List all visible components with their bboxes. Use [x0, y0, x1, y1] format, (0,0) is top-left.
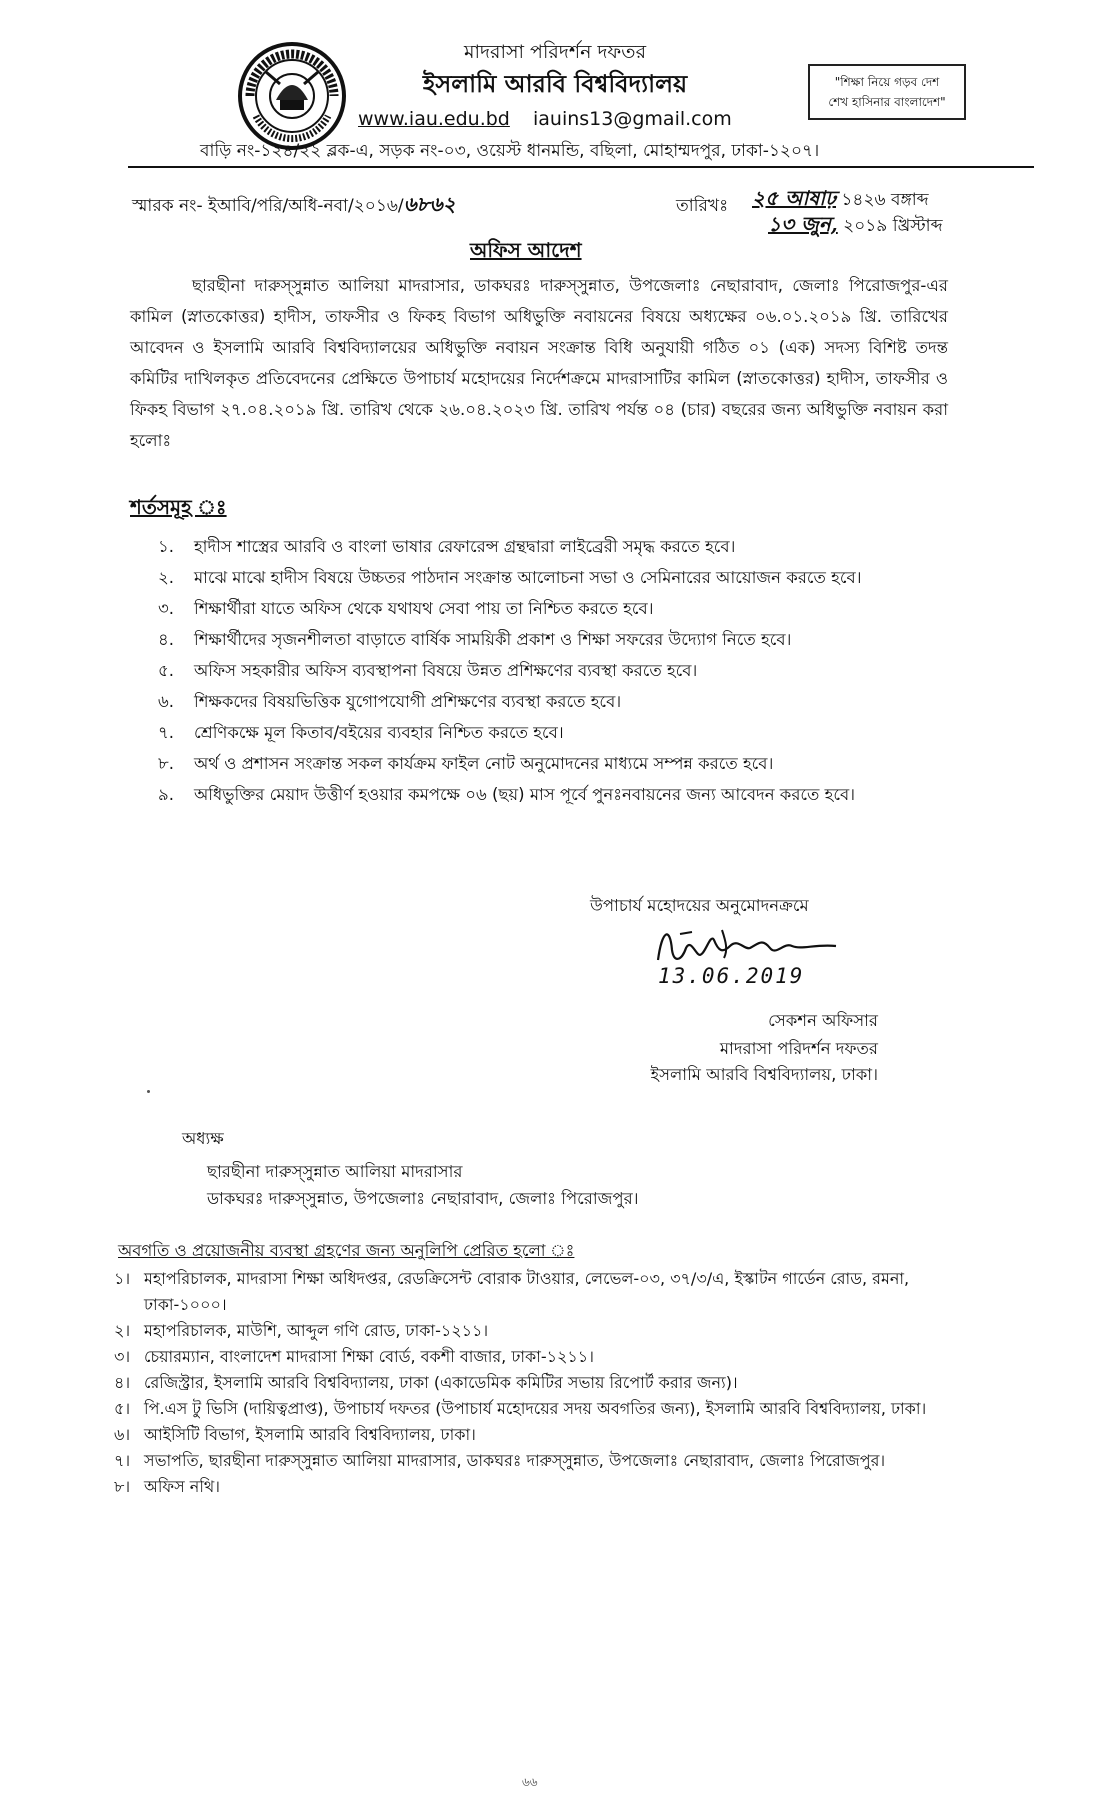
condition-number: ৩.	[158, 599, 174, 618]
page-number: ৬৬	[522, 1775, 538, 1789]
university-address: বাড়ি নং-১২৪/২২ ব্লক-এ, সড়ক নং-০৩, ওয়েস্ট ধানমন্ডি, বছিলা, মোহাম্মদপুর, ঢাকা-১২০৭।	[200, 141, 820, 161]
copy-item	[114, 1318, 954, 1344]
condition-text: মাঝে মাঝে হাদীস বিষয়ে উচ্চতর পাঠদান সংক্রান্ত আলোচনা সভা ও সেমিনারের আয়োজন করতে হবে।	[194, 568, 862, 587]
memo-number-handwritten: ৬৮৬২	[403, 192, 456, 216]
date-bangla-handwritten: ২৫ আষাঢ়	[752, 186, 836, 210]
date-english-handwritten: ১৩ জুন,	[768, 212, 838, 236]
copy-number: ১।	[114, 1269, 131, 1288]
condition-number: ৮.	[158, 754, 174, 773]
condition-text: শিক্ষার্থীরা যাতে অফিস থেকে যথাযথ সেবা পায় তা নিশ্চিত করতে হবে।	[194, 599, 654, 618]
memo-number	[132, 190, 456, 223]
signatory-designation: সেকশন অফিসার	[768, 1011, 878, 1030]
copy-number: ২।	[114, 1321, 131, 1340]
condition-text: অর্থ ও প্রশাসন সংক্রান্ত সকল কার্যক্রম ফাইল নোট অনুমোদনের মাধ্যমে সম্পন্ন করতে হবে।	[194, 754, 774, 773]
condition-item	[158, 531, 988, 562]
condition-text: অধিভুক্তির মেয়াদ উত্তীর্ণ হওয়ার কমপক্ষে ০৬ (ছয়) মাস পূর্বে পুনঃনবায়নের জন্য আবেদন করতে হবে।	[194, 785, 856, 804]
copy-item	[114, 1370, 954, 1396]
copy-item	[114, 1474, 954, 1500]
copy-number: ৫।	[114, 1399, 131, 1418]
condition-item	[158, 562, 988, 593]
condition-item	[158, 593, 988, 624]
signatory-office: মাদরাসা পরিদর্শন দফতর	[719, 1039, 878, 1058]
approval-line: উপাচার্য মহোদয়ের অনুমোদনক্রমে	[590, 896, 809, 915]
scan-speck	[147, 1090, 150, 1093]
date-label: তারিখঃ	[676, 196, 729, 216]
copy-text: মহাপরিচালক, মাদরাসা শিক্ষা অধিদপ্তর, রেডক্রিসেন্ট বোরাক টাওয়ার, লেভেল-০৩, ৩৭/৩/এ, ইস্কাটন গার্ডেন রোড, রমনা, ঢাকা-১০০০।	[144, 1269, 910, 1314]
signature-date: 13.06.2019	[658, 964, 805, 988]
copy-item	[114, 1422, 954, 1448]
condition-item	[158, 717, 988, 748]
order-body: ছারছীনা দারুস্সুন্নাত আলিয়া মাদরাসার, ডাকঘরঃ দারুস্সুন্নাত, উপজেলাঃ নেছারাবাদ, জেলাঃ পিরোজপুর-এর কামিল (স্নাতকোত্তর) হাদীস, তাফসীর ও ফিকহ বিভাগ অধিভুক্তি নবায়নের বিষয়ে অধ্যক্ষের ০৬.০১.২০১৯ খ্রি. তারিখের আবেদন ও ইসলামি আরবি বিশ্ববিদ্যালয়ের অধিভুক্তি নবায়ন সংক্রান্ত বিধি অনুযায়ী গঠিত ০১ (এক) সদস্য বিশিষ্ট তদন্ত কমিটির দাখিলকৃত প্রতিবেদনের প্রেক্ষিতে উপাচার্য মহোদয়ের নির্দেশক্রমে মাদরাসাটির কামিল (স্নাতকোত্তর) হাদীস, তাফসীর ও ফিকহ বিভাগ ২৭.০৪.২০১৯ খ্রি. তারিখ থেকে ২৬.০৪.২০২৩ খ্রি. তারিখ পর্যন্ত ০৪ (চার) বছরের জন্য অধিভুক্তি নবায়ন করা হলোঃ	[130, 276, 948, 450]
copy-item	[114, 1448, 954, 1474]
copy-number: ৩।	[114, 1347, 131, 1366]
university-name: ইসলামি আরবি বিশ্ববিদ্যালয়	[422, 70, 688, 98]
conditions-list	[158, 531, 988, 810]
condition-item	[158, 779, 988, 810]
copy-text: সভাপতি, ছারছীনা দারুস্সুন্নাত আলিয়া মাদরাসার, ডাকঘরঃ দারুস্সুন্নাত, উপজেলাঃ নেছারাবাদ, জেলাঃ পিরোজপুর।	[144, 1451, 886, 1470]
condition-text: শিক্ষকদের বিষয়ভিত্তিক যুগোপযোগী প্রশিক্ষণের ব্যবস্থা করতে হবে।	[194, 692, 622, 711]
signature-image	[652, 920, 842, 970]
condition-item	[158, 624, 988, 655]
recipient-address: ডাকঘরঃ দারুস্সুন্নাত, উপজেলাঃ নেছারাবাদ, জেলাঃ পিরোজপুর।	[207, 1189, 639, 1208]
date-english	[768, 210, 943, 243]
condition-number: ১.	[158, 537, 174, 556]
condition-number: ৪.	[158, 630, 174, 649]
copy-text: মহাপরিচালক, মাউশি, আব্দুল গণি রোড, ঢাকা-১২১১।	[144, 1321, 489, 1340]
condition-number: ৫.	[158, 661, 174, 680]
email-link[interactable]: iauins13@gmail.com	[533, 108, 732, 130]
copy-item	[114, 1266, 954, 1318]
condition-text: শ্রেণিকক্ষে মূল কিতাব/বইয়ের ব্যবহার নিশ্চিত করতে হবে।	[194, 723, 564, 742]
copy-item	[114, 1344, 954, 1370]
condition-item	[158, 686, 988, 717]
copy-number: ৭।	[114, 1451, 131, 1470]
office-name: মাদরাসা পরিদর্শন দফতর	[463, 41, 647, 63]
condition-number: ৭.	[158, 723, 174, 742]
slogan-box	[808, 64, 966, 120]
slogan-line-1: "শিক্ষা নিয়ে গড়ব দেশ	[834, 75, 940, 89]
copies-list	[114, 1266, 954, 1500]
condition-number: ৬.	[158, 692, 174, 711]
condition-text: শিক্ষার্থীদের সৃজনশীলতা বাড়াতে বার্ষিক সাময়িকী প্রকাশ ও শিক্ষা সফরের উদ্যোগ নিতে হবে।	[194, 630, 792, 649]
copy-text: চেয়ারম্যান, বাংলাদেশ মাদরাসা শিক্ষা বোর্ড, বকশী বাজার, ঢাকা-১২১১।	[144, 1347, 594, 1366]
copy-item	[114, 1396, 954, 1422]
recipient-institution: ছারছীনা দারুস্সুন্নাত আলিয়া মাদরাসার	[207, 1162, 463, 1181]
recipient-title: অধ্যক্ষ	[182, 1129, 224, 1148]
conditions-title: শর্তসমূহ ঃ	[130, 495, 227, 519]
copy-text: আইসিটি বিভাগ, ইসলামি আরবি বিশ্ববিদ্যালয়, ঢাকা।	[144, 1425, 476, 1444]
copy-text: রেজিস্ট্রার, ইসলামি আরবি বিশ্ববিদ্যালয়, ঢাকা (একাডেমিক কমিটির সভায় রিপোর্ট করার জন্য)।	[144, 1373, 738, 1392]
condition-text: অফিস সহকারীর অফিস ব্যবস্থাপনা বিষয়ে উন্নত প্রশিক্ষণের ব্যবস্থা করতে হবে।	[194, 661, 698, 680]
condition-item	[158, 748, 988, 779]
copies-title: অবগতি ও প্রয়োজনীয় ব্যবস্থা গ্রহণের জন্য অনুলিপি প্রেরিত হলো ঃ	[118, 1241, 575, 1260]
slogan-line-2: শেখ হাসিনার বাংলাদেশ"	[828, 95, 946, 109]
copy-text: অফিস নথি।	[144, 1477, 220, 1496]
university-logo	[236, 40, 348, 152]
copy-number: ৬।	[114, 1425, 131, 1444]
date-english-year: ২০১৯ খ্রিস্টাব্দ	[843, 216, 943, 236]
date-bangla-year: ১৪২৬ বঙ্গাব্দ	[841, 190, 929, 210]
website-link[interactable]: www.iau.edu.bd	[358, 108, 510, 130]
copy-number: ৪।	[114, 1373, 131, 1392]
condition-text: হাদীস শাস্ত্রের আরবি ও বাংলা ভাষার রেফারেন্স গ্রন্থদ্বারা লাইব্রেরী সমৃদ্ধ করতে হবে।	[194, 537, 736, 556]
copy-text: পি.এস টু ভিসি (দায়িত্বপ্রাপ্ত), উপাচার্য দফতর (উপাচার্য মহোদয়ের সদয় অবগতির জন্য), ইসলামি আরবি বিশ্ববিদ্যালয়, ঢাকা।	[144, 1399, 927, 1418]
condition-number: ৯.	[158, 785, 174, 804]
memo-prefix: স্মারক নং- ইআবি/পরি/অধি-নবা/২০১৬/	[132, 196, 404, 216]
condition-item	[158, 655, 988, 686]
header-divider	[128, 166, 1034, 168]
order-title: অফিস আদেশ	[470, 238, 582, 262]
copy-number: ৮।	[114, 1477, 131, 1496]
signatory-university: ইসলামি আরবি বিশ্ববিদ্যালয়, ঢাকা।	[650, 1065, 878, 1084]
condition-number: ২.	[158, 568, 174, 587]
